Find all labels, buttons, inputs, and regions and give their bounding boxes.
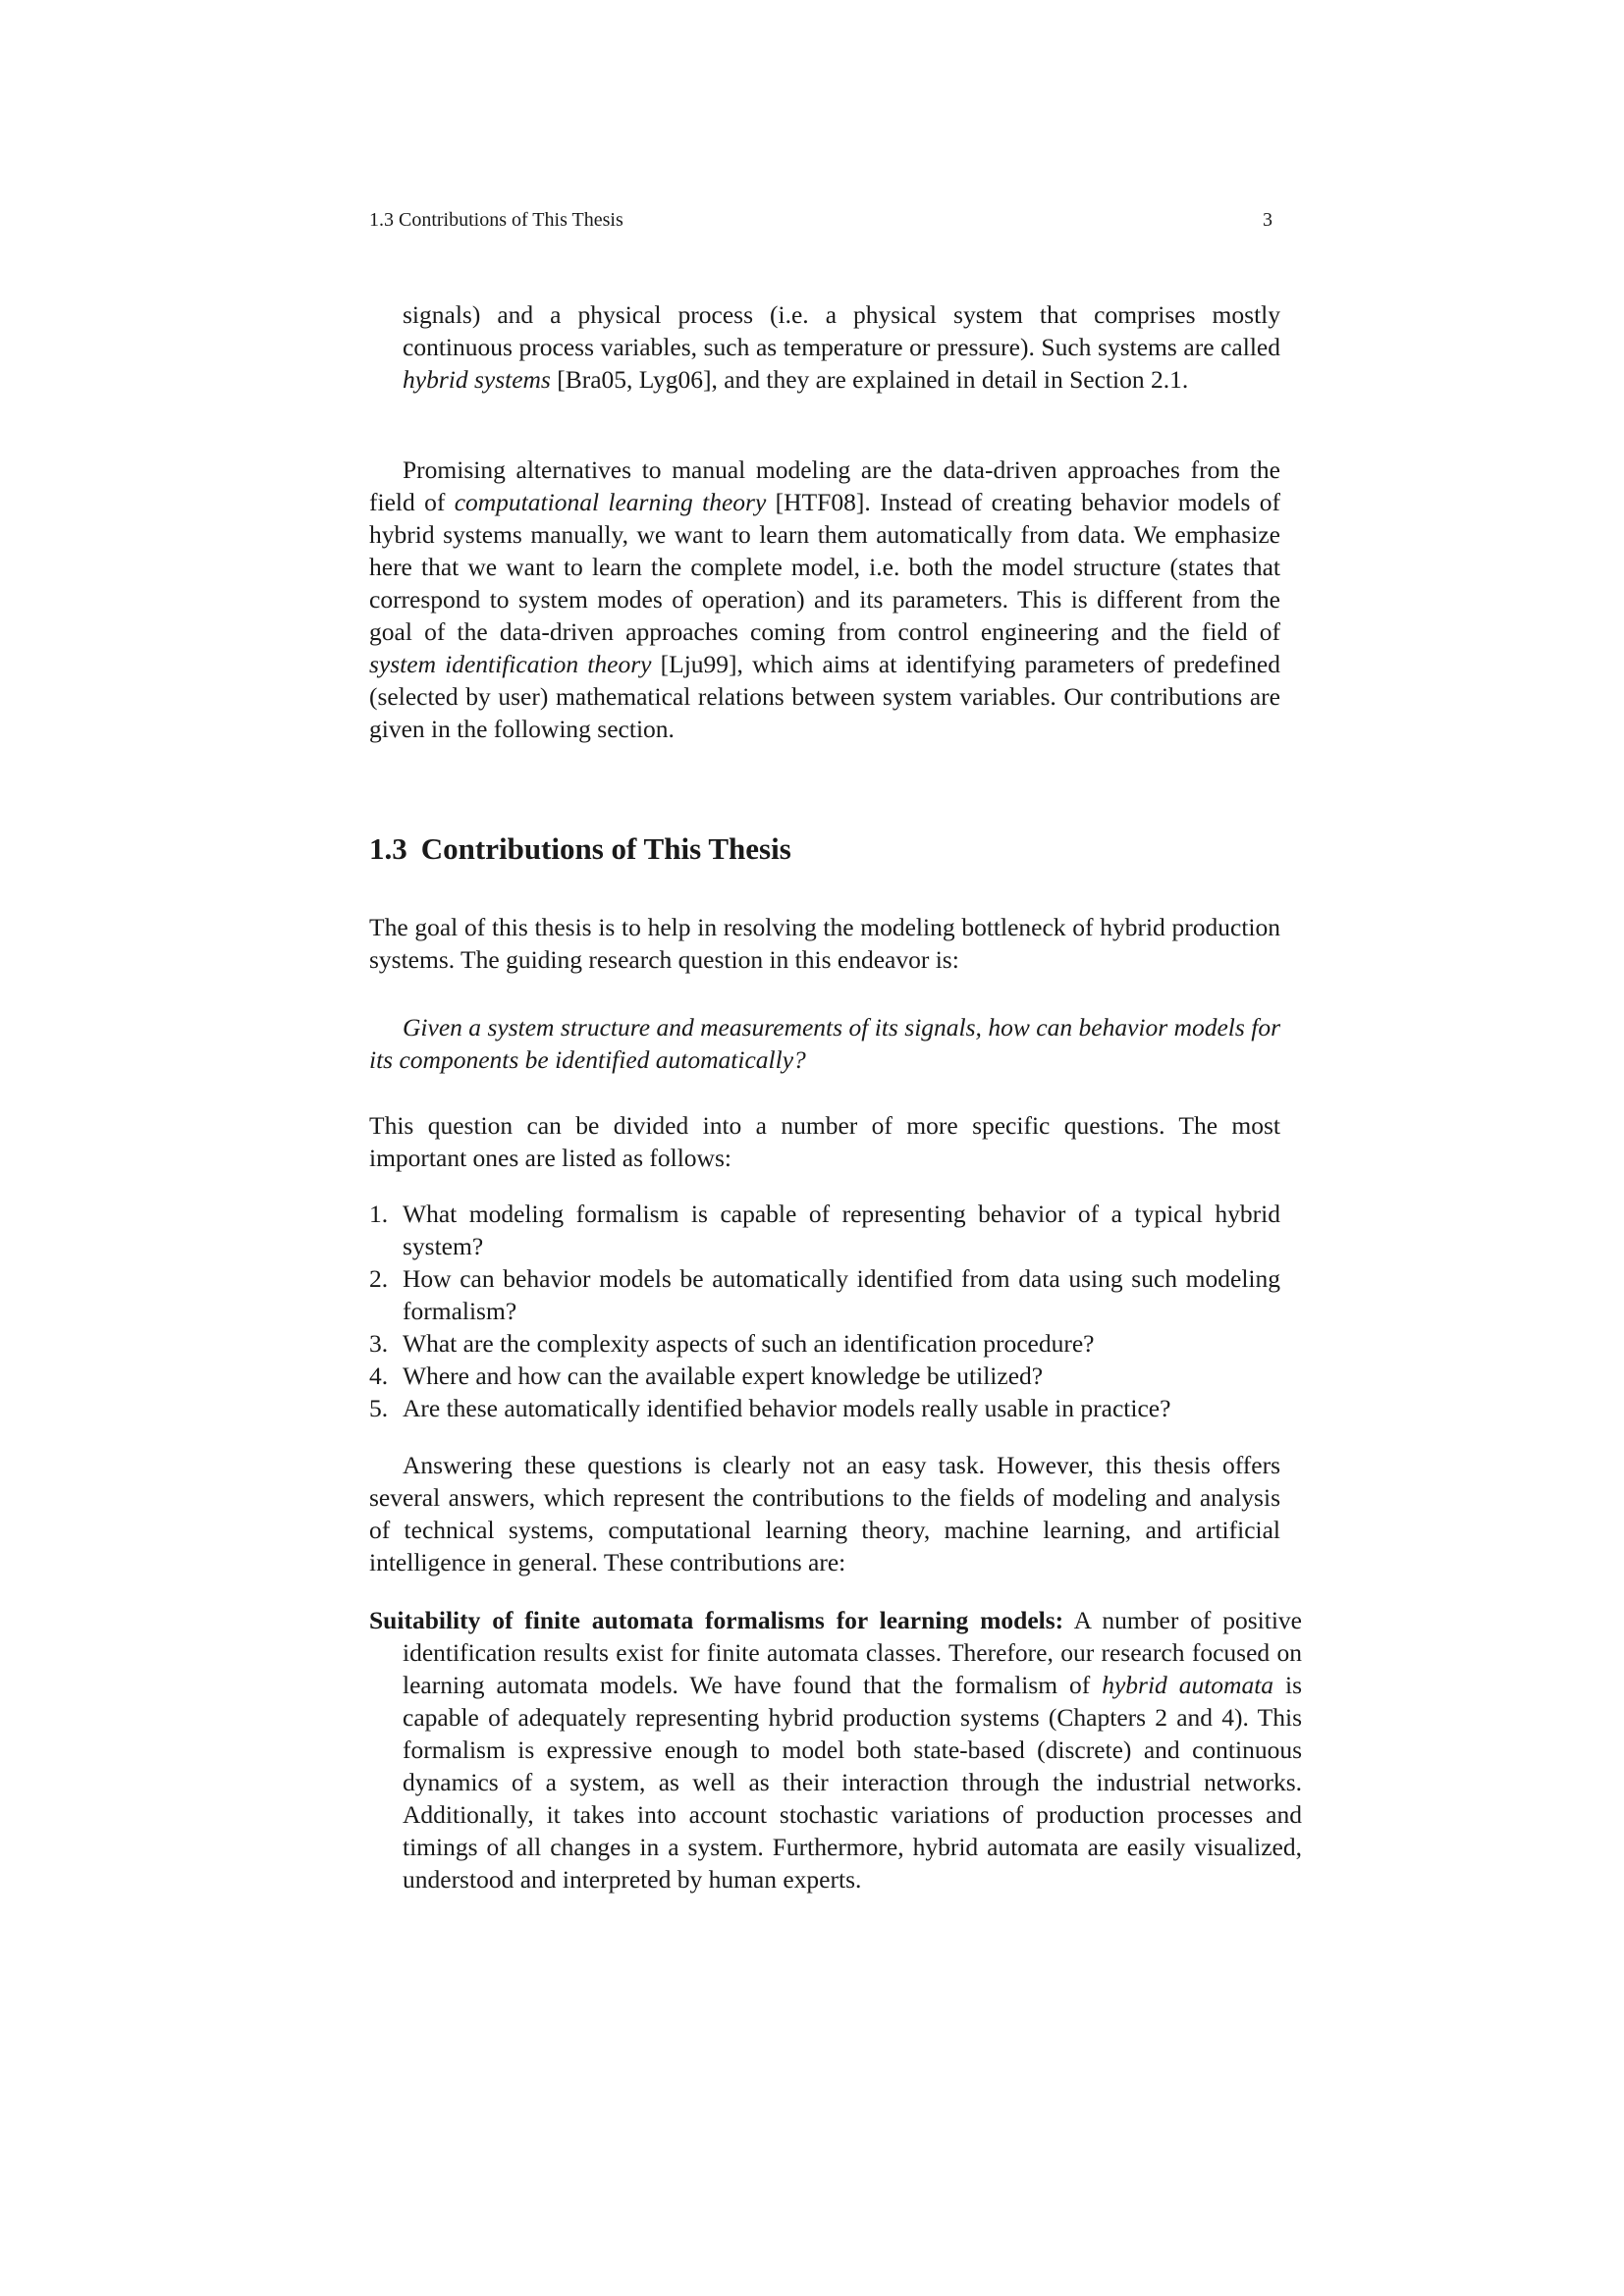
research-question-text: Given a system structure and measurements of its signals, how can behavior models for its components be identified automatically? <box>369 1013 1280 1074</box>
list-item-number: 5. <box>369 1394 389 1422</box>
running-head-section: 1.3 Contributions of This Thesis <box>369 209 623 231</box>
paragraph-goal <box>369 911 1280 976</box>
contribution-text-1: A number of positive identification results exist for finite automata classes. Therefore, our research focused on learning automata models. We have found that the formalism of <box>403 1606 1302 1699</box>
continuation-paragraph <box>403 298 1280 396</box>
list-item-number: 2. <box>369 1264 389 1293</box>
page-number: 3 <box>1263 209 1272 231</box>
alternatives-emph-1: computational learning theory <box>454 488 767 516</box>
list-item <box>369 1262 1280 1327</box>
alternatives-text-2: [HTF08]. Instead of creating behavior models of hybrid systems manually, we want to learn them automatically from data. We emphasize here that we want to learn the complete model, i.e. both the model structure (states that correspond to system modes of operation) and its parameters. This is different from the goal of the data-driven approaches coming from control engineering and the field of <box>369 488 1280 646</box>
alternatives-text-1: Promising alternatives to manual modeling are the data-driven approaches from the field of <box>369 455 1280 516</box>
alternatives-emph-2: system identification theory <box>369 650 652 678</box>
contribution-text-2: is capable of adequately representing hybrid production systems (Chapters 2 and 4). This formalism is expressive enough to model both state-based (discrete) and continuous dynamics of a system, as well as their interaction through the industrial networks. Additionally, it takes into account stochastic variations of production processes and timings of all changes in a system. Furthermore, hybrid automata are easily visualized, understood and interpreted by human experts. <box>403 1671 1302 1894</box>
continuation-text-2: [Bra05, Lyg06], and they are explained in detail in Section 2.1. <box>550 365 1189 394</box>
list-item <box>369 1392 1280 1424</box>
paragraph-divided <box>369 1109 1280 1174</box>
list-item <box>369 1198 1280 1262</box>
list-item <box>369 1327 1280 1360</box>
section-heading <box>369 830 791 868</box>
divided-text: This question can be divided into a number of more specific questions. The most important ones are listed as follows: <box>369 1111 1280 1172</box>
list-item-number: 4. <box>369 1362 389 1390</box>
answering-text: Answering these questions is clearly not an easy task. However, this thesis offers several answers, which represent the contributions to the fields of modeling and analysis of technical systems, computational learning theory, machine learning, and artificial intelligence in general. These contributions are: <box>369 1451 1280 1576</box>
list-item-text: What modeling formalism is capable of representing behavior of a typical hybrid system? <box>403 1200 1280 1260</box>
alternatives-text-3: [Lju99], which aims at identifying parameters of predefined (selected by user) mathematical relations between system variables. Our contributions are given in the following section. <box>369 650 1280 743</box>
list-item <box>369 1360 1280 1392</box>
paragraph-answering <box>369 1449 1280 1578</box>
paragraph-alternatives <box>369 454 1280 745</box>
contribution-item <box>369 1604 1302 1896</box>
contribution-term: Suitability of finite automata formalisms for learning models: <box>369 1606 1064 1634</box>
section-number: 1.3 <box>369 831 407 866</box>
list-item-text: Where and how can the available expert knowledge be utilized? <box>403 1362 1044 1390</box>
list-item-number: 1. <box>369 1200 389 1228</box>
list-item-text: How can behavior models be automatically identified from data using such modeling formalism? <box>403 1264 1280 1325</box>
goal-text: The goal of this thesis is to help in resolving the modeling bottleneck of hybrid production systems. The guiding research question in this endeavor is: <box>369 913 1280 974</box>
questions-list <box>369 1198 1280 1424</box>
research-question <box>369 1011 1280 1076</box>
list-item-text: What are the complexity aspects of such an identification procedure? <box>403 1329 1095 1358</box>
continuation-emph: hybrid systems <box>403 365 551 394</box>
list-item-text: Are these automatically identified behavior models really usable in practice? <box>403 1394 1171 1422</box>
list-item-number: 3. <box>369 1329 389 1358</box>
contribution-emph: hybrid automata <box>1102 1671 1274 1699</box>
continuation-text-1: signals) and a physical process (i.e. a physical system that comprises mostly continuous process variables, such as temperature or pressure). Such systems are called <box>403 300 1280 361</box>
section-title: Contributions of This Thesis <box>420 831 791 866</box>
